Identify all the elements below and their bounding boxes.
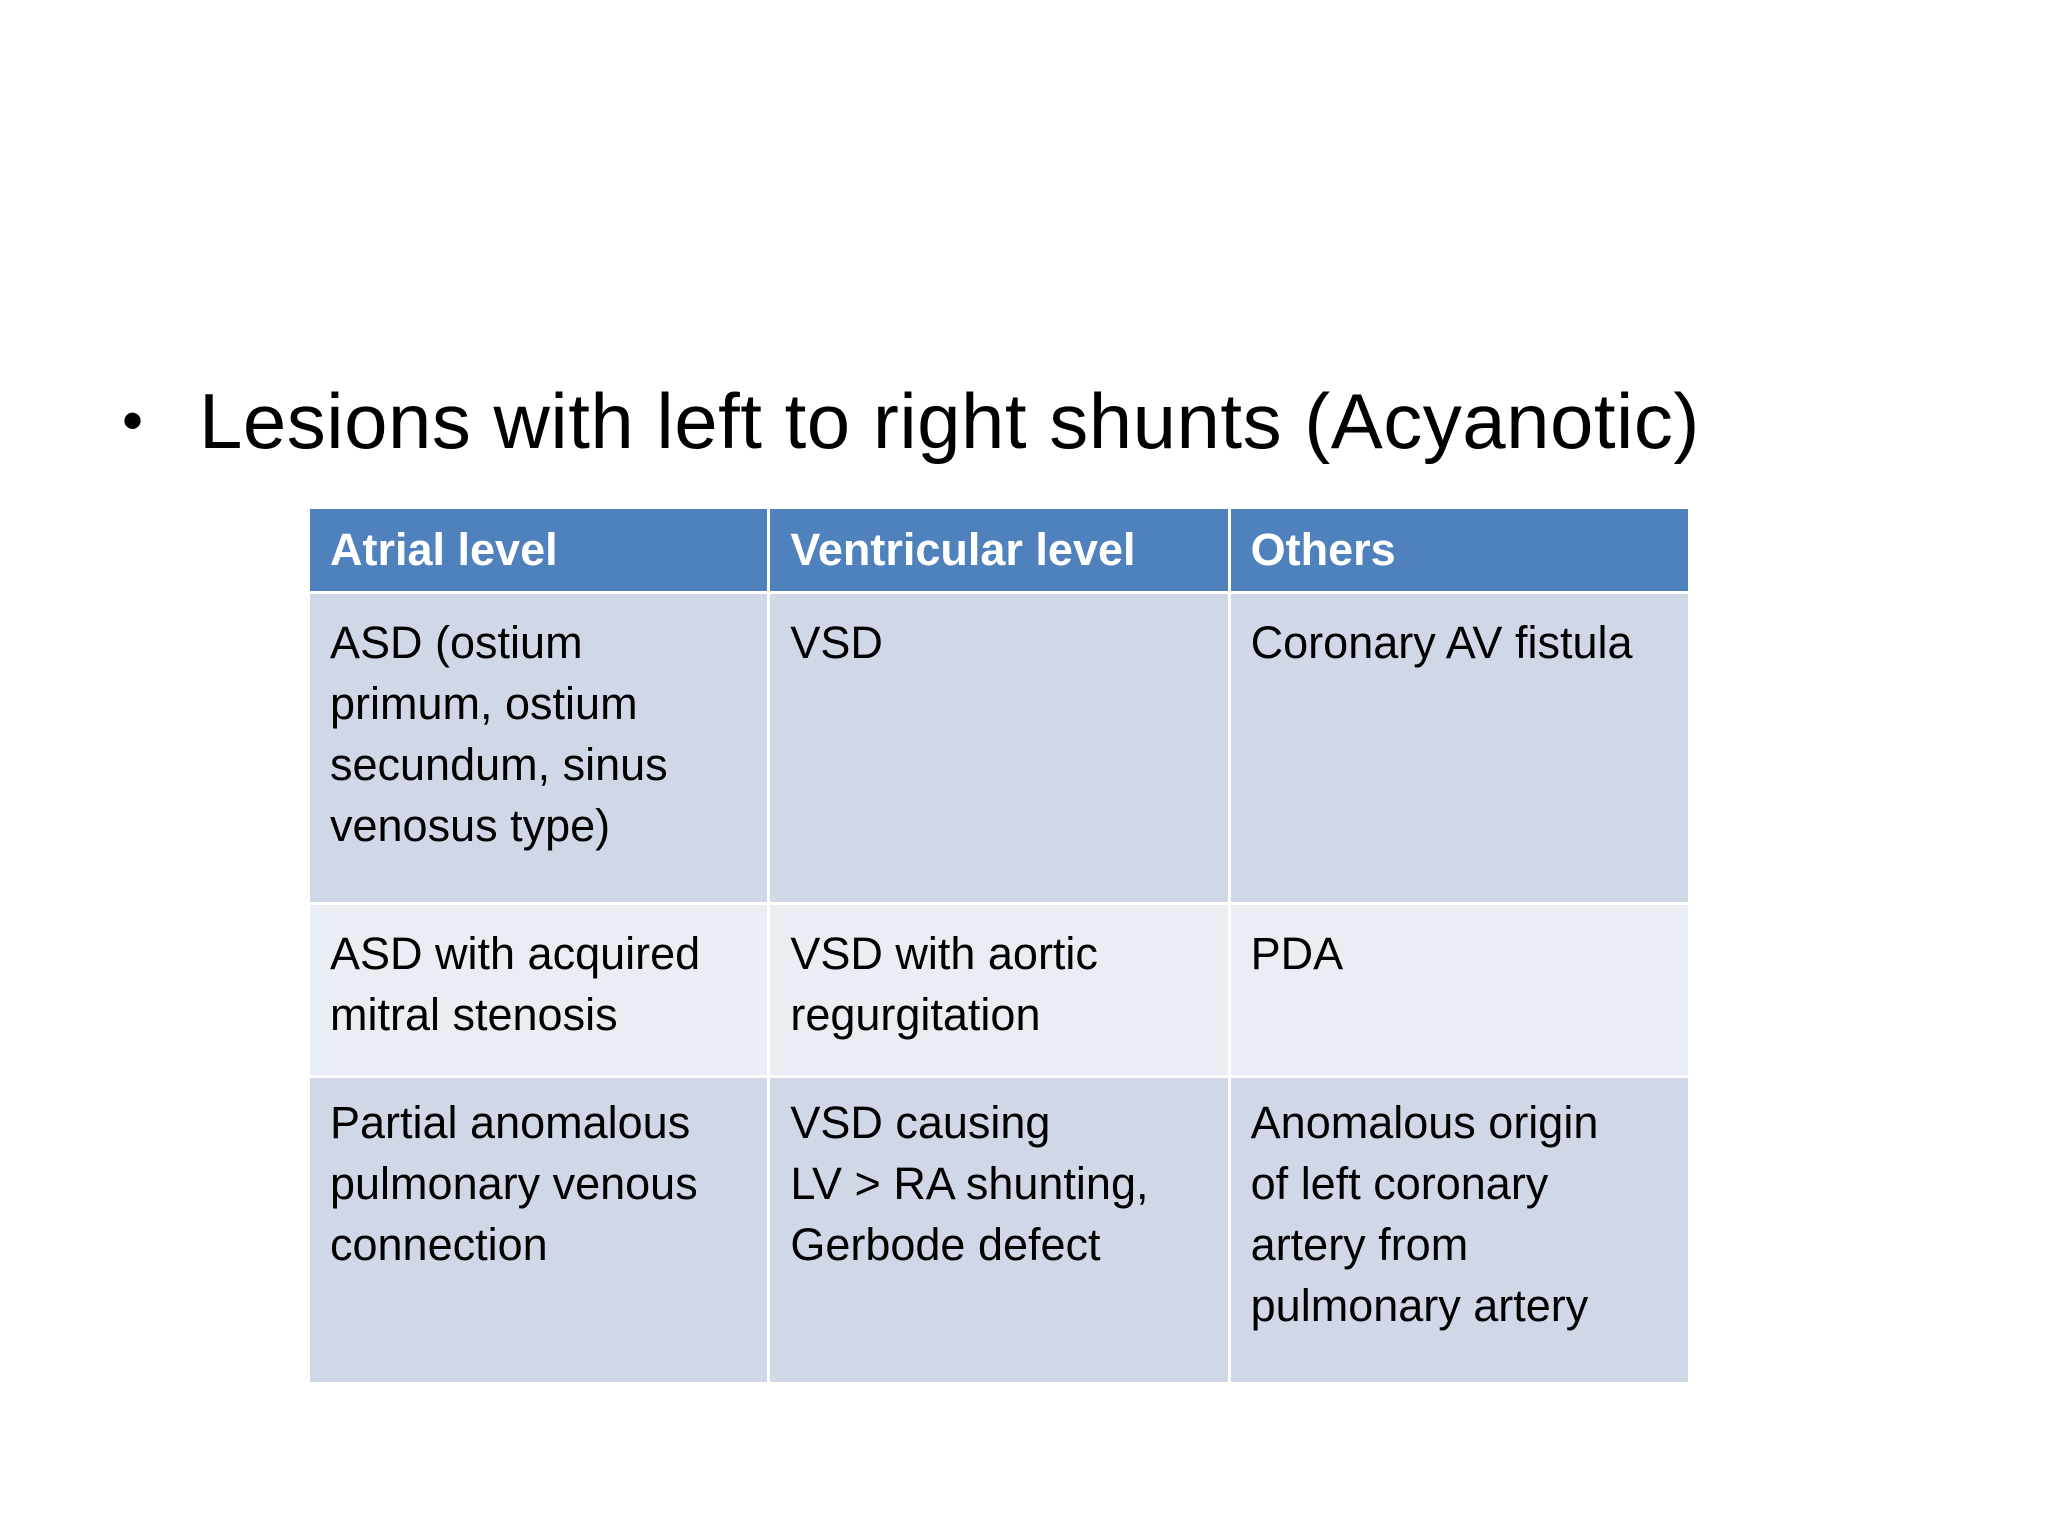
- header-atrial-level: Atrial level: [309, 508, 769, 593]
- table-cell: [769, 1077, 1229, 1384]
- bullet-item: [122, 377, 1700, 465]
- cell-text: VSD causing: [790, 1097, 1051, 1148]
- cell-text: connection: [330, 1219, 548, 1270]
- cell-text: VSD: [790, 617, 883, 668]
- table-cell: [769, 904, 1229, 1077]
- table-cell: [309, 593, 769, 904]
- cell-text: of left coronary: [1250, 1158, 1549, 1209]
- cell-text: pulmonary venous: [330, 1158, 698, 1209]
- table-cell: [309, 904, 769, 1077]
- cell-text: regurgitation: [790, 989, 1041, 1040]
- header-ventricular-level: Ventricular level: [769, 508, 1229, 593]
- cell-text: venosus type): [330, 800, 611, 851]
- table-cell: [1229, 904, 1689, 1077]
- header-others: Others: [1229, 508, 1689, 593]
- table-row: [309, 1077, 1690, 1384]
- cell-text: Partial anomalous: [330, 1097, 691, 1148]
- cell-text: pulmonary artery: [1250, 1280, 1589, 1331]
- bullet-dot-icon: •: [122, 387, 144, 454]
- cell-text: Coronary AV fistula: [1250, 617, 1633, 668]
- cell-text: artery from: [1250, 1219, 1469, 1270]
- table-cell: [769, 593, 1229, 904]
- cell-text: VSD with aortic: [790, 928, 1098, 979]
- table-row: [309, 904, 1690, 1077]
- cell-text: secundum, sinus: [330, 739, 668, 790]
- table-header-row: [309, 508, 1690, 593]
- table-cell: [309, 1077, 769, 1384]
- cell-text: PDA: [1250, 928, 1344, 979]
- table-cell: [1229, 1077, 1689, 1384]
- bullet-text: Lesions with left to right shunts (Acyanotic): [199, 377, 1700, 465]
- cell-text: ASD with acquired: [330, 928, 701, 979]
- cell-text: primum, ostium: [330, 678, 638, 729]
- cell-text: mitral stenosis: [330, 989, 618, 1040]
- table-cell: [1229, 593, 1689, 904]
- cell-text: ASD (ostium: [330, 617, 583, 668]
- table-row: [309, 593, 1690, 904]
- cell-text: Gerbode defect: [790, 1219, 1101, 1270]
- cell-text: LV > RA shunting,: [790, 1158, 1149, 1209]
- cell-text: Anomalous origin: [1250, 1097, 1599, 1148]
- lesions-table: [307, 506, 1691, 1385]
